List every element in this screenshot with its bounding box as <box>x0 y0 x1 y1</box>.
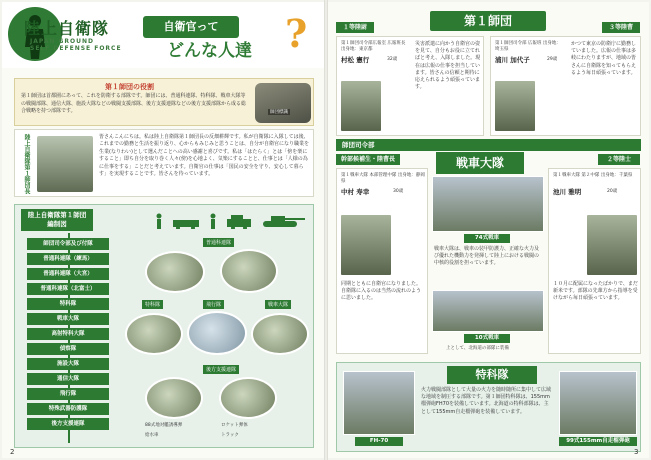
person-card-3 <box>336 168 428 354</box>
photo-label-tank: 戦車大隊 <box>265 300 291 309</box>
artillery-section <box>336 362 641 452</box>
person-age: 32歳 <box>387 57 398 62</box>
org-unit: 普通科連隊（北富士） <box>27 283 109 295</box>
tank-battalion-title: 戦車大隊 <box>436 152 524 174</box>
person-age: 29歳 <box>547 57 558 62</box>
speech-box: 自衛官って <box>143 16 239 38</box>
commander-section <box>14 129 314 197</box>
person-photo <box>341 215 391 275</box>
photo-caption: 10式戦車 <box>464 334 510 343</box>
photo-caption: 74式戦車 <box>464 234 510 243</box>
photo-subcaption: 上として、北海道の部隊に装備 <box>446 346 509 351</box>
person-text: １０月に配属になったばかりで、まだ新米です。部隊の先輩方から指導を受けながら毎日頑張っています。 <box>553 281 638 302</box>
jgsdf-en-title <box>30 38 122 52</box>
division-role-section <box>14 78 314 126</box>
speech-heading: どんな人達 <box>167 41 252 61</box>
artillery-photo <box>125 313 183 355</box>
person-photo <box>341 81 381 131</box>
org-unit: 偵察隊 <box>27 343 109 355</box>
jgsdf-en-line2: SELF DEFENSE FORCE <box>30 45 122 52</box>
org-unit: 通信大隊 <box>27 373 109 385</box>
person-info: 第１師団司令部広報室 広報班長 出身地：東京都 <box>341 41 406 52</box>
rank-tag: ２等陸士 <box>598 154 640 165</box>
person-age: 20歳 <box>607 189 618 194</box>
hq-band: 師団司令部 <box>336 139 641 151</box>
person-card-2 <box>490 36 641 136</box>
artillery-title: 特科隊 <box>447 366 537 384</box>
person-text: 災害派遣に向かう自衛官の姿を見て、自分もお役に立てればと考え、入隊しました。現在は広報の仕事を担当しています。皆さんの信頼と期待に応えられるよう頑張っています。 <box>415 41 481 91</box>
org-unit: 後方支援連隊 <box>27 418 109 430</box>
photo-caption: トラック <box>221 433 239 438</box>
fh70-photo <box>343 371 415 435</box>
commander-photo <box>37 136 93 192</box>
logistics-photo-1 <box>145 377 203 419</box>
type74-tank-photo <box>432 176 544 232</box>
right-page <box>328 2 649 458</box>
person-card-1 <box>336 36 484 136</box>
tank-photo <box>251 313 309 355</box>
photo-label-aviation: 飛行隊 <box>203 300 224 309</box>
org-unit: 施設大隊 <box>27 358 109 370</box>
person-info: 第１戦車大隊 第２中隊 出身地：千葉県 <box>553 173 633 178</box>
question-mark: ? <box>285 11 308 56</box>
rank-tag: ３等陸曹 <box>602 22 640 33</box>
page-number-right: 3 <box>634 448 639 456</box>
rank-tag: １等陸尉 <box>336 22 374 33</box>
org-unit: 戦車大隊 <box>27 313 109 325</box>
org-unit: 特科隊 <box>27 298 109 310</box>
role-title: 第１師団の役割 <box>105 83 154 91</box>
logistics-photo-2 <box>219 377 277 419</box>
org-unit-list <box>27 238 109 433</box>
infantry-soldier-photo <box>220 249 278 293</box>
org-title-line1: 陸上自衛隊第１師団 <box>27 211 87 219</box>
artillery-description: 火力戦闘部隊として大量の火力を随時随所に集中して広域な地域を制圧する部隊です。第１師団特科隊は、155mm榴弾砲FH70を装備しています。北海道の特科部隊は、主として155mm自走榴弾砲を装備しています。 <box>421 387 552 415</box>
org-unit: 普通科連隊（練馬） <box>27 253 109 265</box>
org-title-line2: 編制図 <box>47 220 67 228</box>
left-page <box>2 2 324 458</box>
photo-label-artillery: 特科隊 <box>142 300 163 309</box>
rank-tag: 幹部候補生・陸曹長 <box>336 154 400 165</box>
person-info: 第１師団司令部 広報班 出身地：埼玉県 <box>495 41 561 52</box>
person-card-4 <box>548 168 641 354</box>
photo-caption: 88式地対艦誘導弾 <box>145 423 183 428</box>
person-name: 中村 寿幸 <box>341 188 370 196</box>
jgsdf-en-line1: JAPAN GROUND <box>30 38 94 45</box>
org-chart-title <box>21 209 93 231</box>
person-age: 30歳 <box>393 189 404 194</box>
person-info: 第１戦車大隊 本部管理中隊 出身地：静岡県 <box>341 173 425 184</box>
division-emblem-photo <box>255 83 311 123</box>
person-photo <box>587 215 637 275</box>
jgsdf-title: 陸上自衛隊 <box>24 19 110 38</box>
photo-caption: 給水車 <box>145 433 159 438</box>
commander-title: 陸上自衛隊第１師団長 <box>23 134 30 194</box>
person-text: 同期とともに自衛官になりました。自衛隊に入るのは当然の流れのように思いました。 <box>341 281 422 302</box>
person-text: かつて東京の防衛庁に勤務していました。広報の仕事は多岐にわたりますが、地域の皆さんに自衛隊を知ってもらえるよう毎日頑張っています。 <box>571 41 637 76</box>
photo-caption: ロケット弾体 <box>221 423 248 428</box>
org-unit: 師団司令部及び付隊 <box>27 238 109 250</box>
org-unit: 飛行隊 <box>27 388 109 400</box>
org-unit: 特殊武器防護隊 <box>27 403 109 415</box>
helicopter-photo <box>187 311 247 355</box>
role-photo-label: 師団標識 <box>270 110 288 115</box>
left-page-header <box>2 2 324 68</box>
organization-chart <box>14 204 314 448</box>
vehicle-silhouettes-icon <box>155 211 310 229</box>
photo-caption: FH-70 <box>355 437 403 446</box>
type10-tank-photo <box>432 290 544 332</box>
division-title: 第１師団 <box>430 11 546 31</box>
person-name: 浦川 加代子 <box>495 56 530 64</box>
person-name: 池川 雅明 <box>553 188 582 196</box>
org-unit: 高射特科大隊 <box>27 328 109 340</box>
photo-caption: 99式155mm自走榴弾砲 <box>559 437 637 446</box>
tank-description: 戦車大隊は、戦車の装甲防護力、正確な火力及び優れた機動力を発揮して陸上における戦闘の中核的役割を担っています。 <box>434 246 540 267</box>
commander-message: 皆さんこんにちは。私は陸上自衛隊第１師団長の反畑耕輝です。私が自衛隊に入隊しては後、これまでの勤務と生活を振り返り、心からもみじみと思うことは、自分が自衛官になり職業を生業(なりわい)として選んだことへの高い感謝と喜びです。私は「はたらく」とは「傍を楽にすること」即ち自分を取り巻く人々(傍)を心地よく、気楽にすることと、仕事とは「人様の為に仕事をする」ことだと考えています。自衛官の仕事は「国民の安全を守り、安心して暮らす」を実現することです。皆さんを待っています。 <box>99 134 310 178</box>
person-photo <box>495 81 535 131</box>
person-name: 村松 憲行 <box>341 56 370 64</box>
photo-label-infantry: 普通科連隊 <box>203 238 234 247</box>
role-text: 第１師団は首都圏にあって、これを防衛する部隊です。師団には、普通科連隊、特科隊、戦車大隊等の戦闘部隊、通信大隊、施設大隊などの戦闘支援部隊、後方支援連隊などの後方支援部隊から成る総合戦略を持つ部隊です。 <box>21 93 247 114</box>
page-number-left: 2 <box>10 448 15 456</box>
infantry-vehicle-photo <box>145 251 205 293</box>
type99-howitzer-photo <box>559 371 637 435</box>
photo-label-logistics: 後方支援連隊 <box>203 365 239 374</box>
org-unit: 普通科連隊（大宮） <box>27 268 109 280</box>
